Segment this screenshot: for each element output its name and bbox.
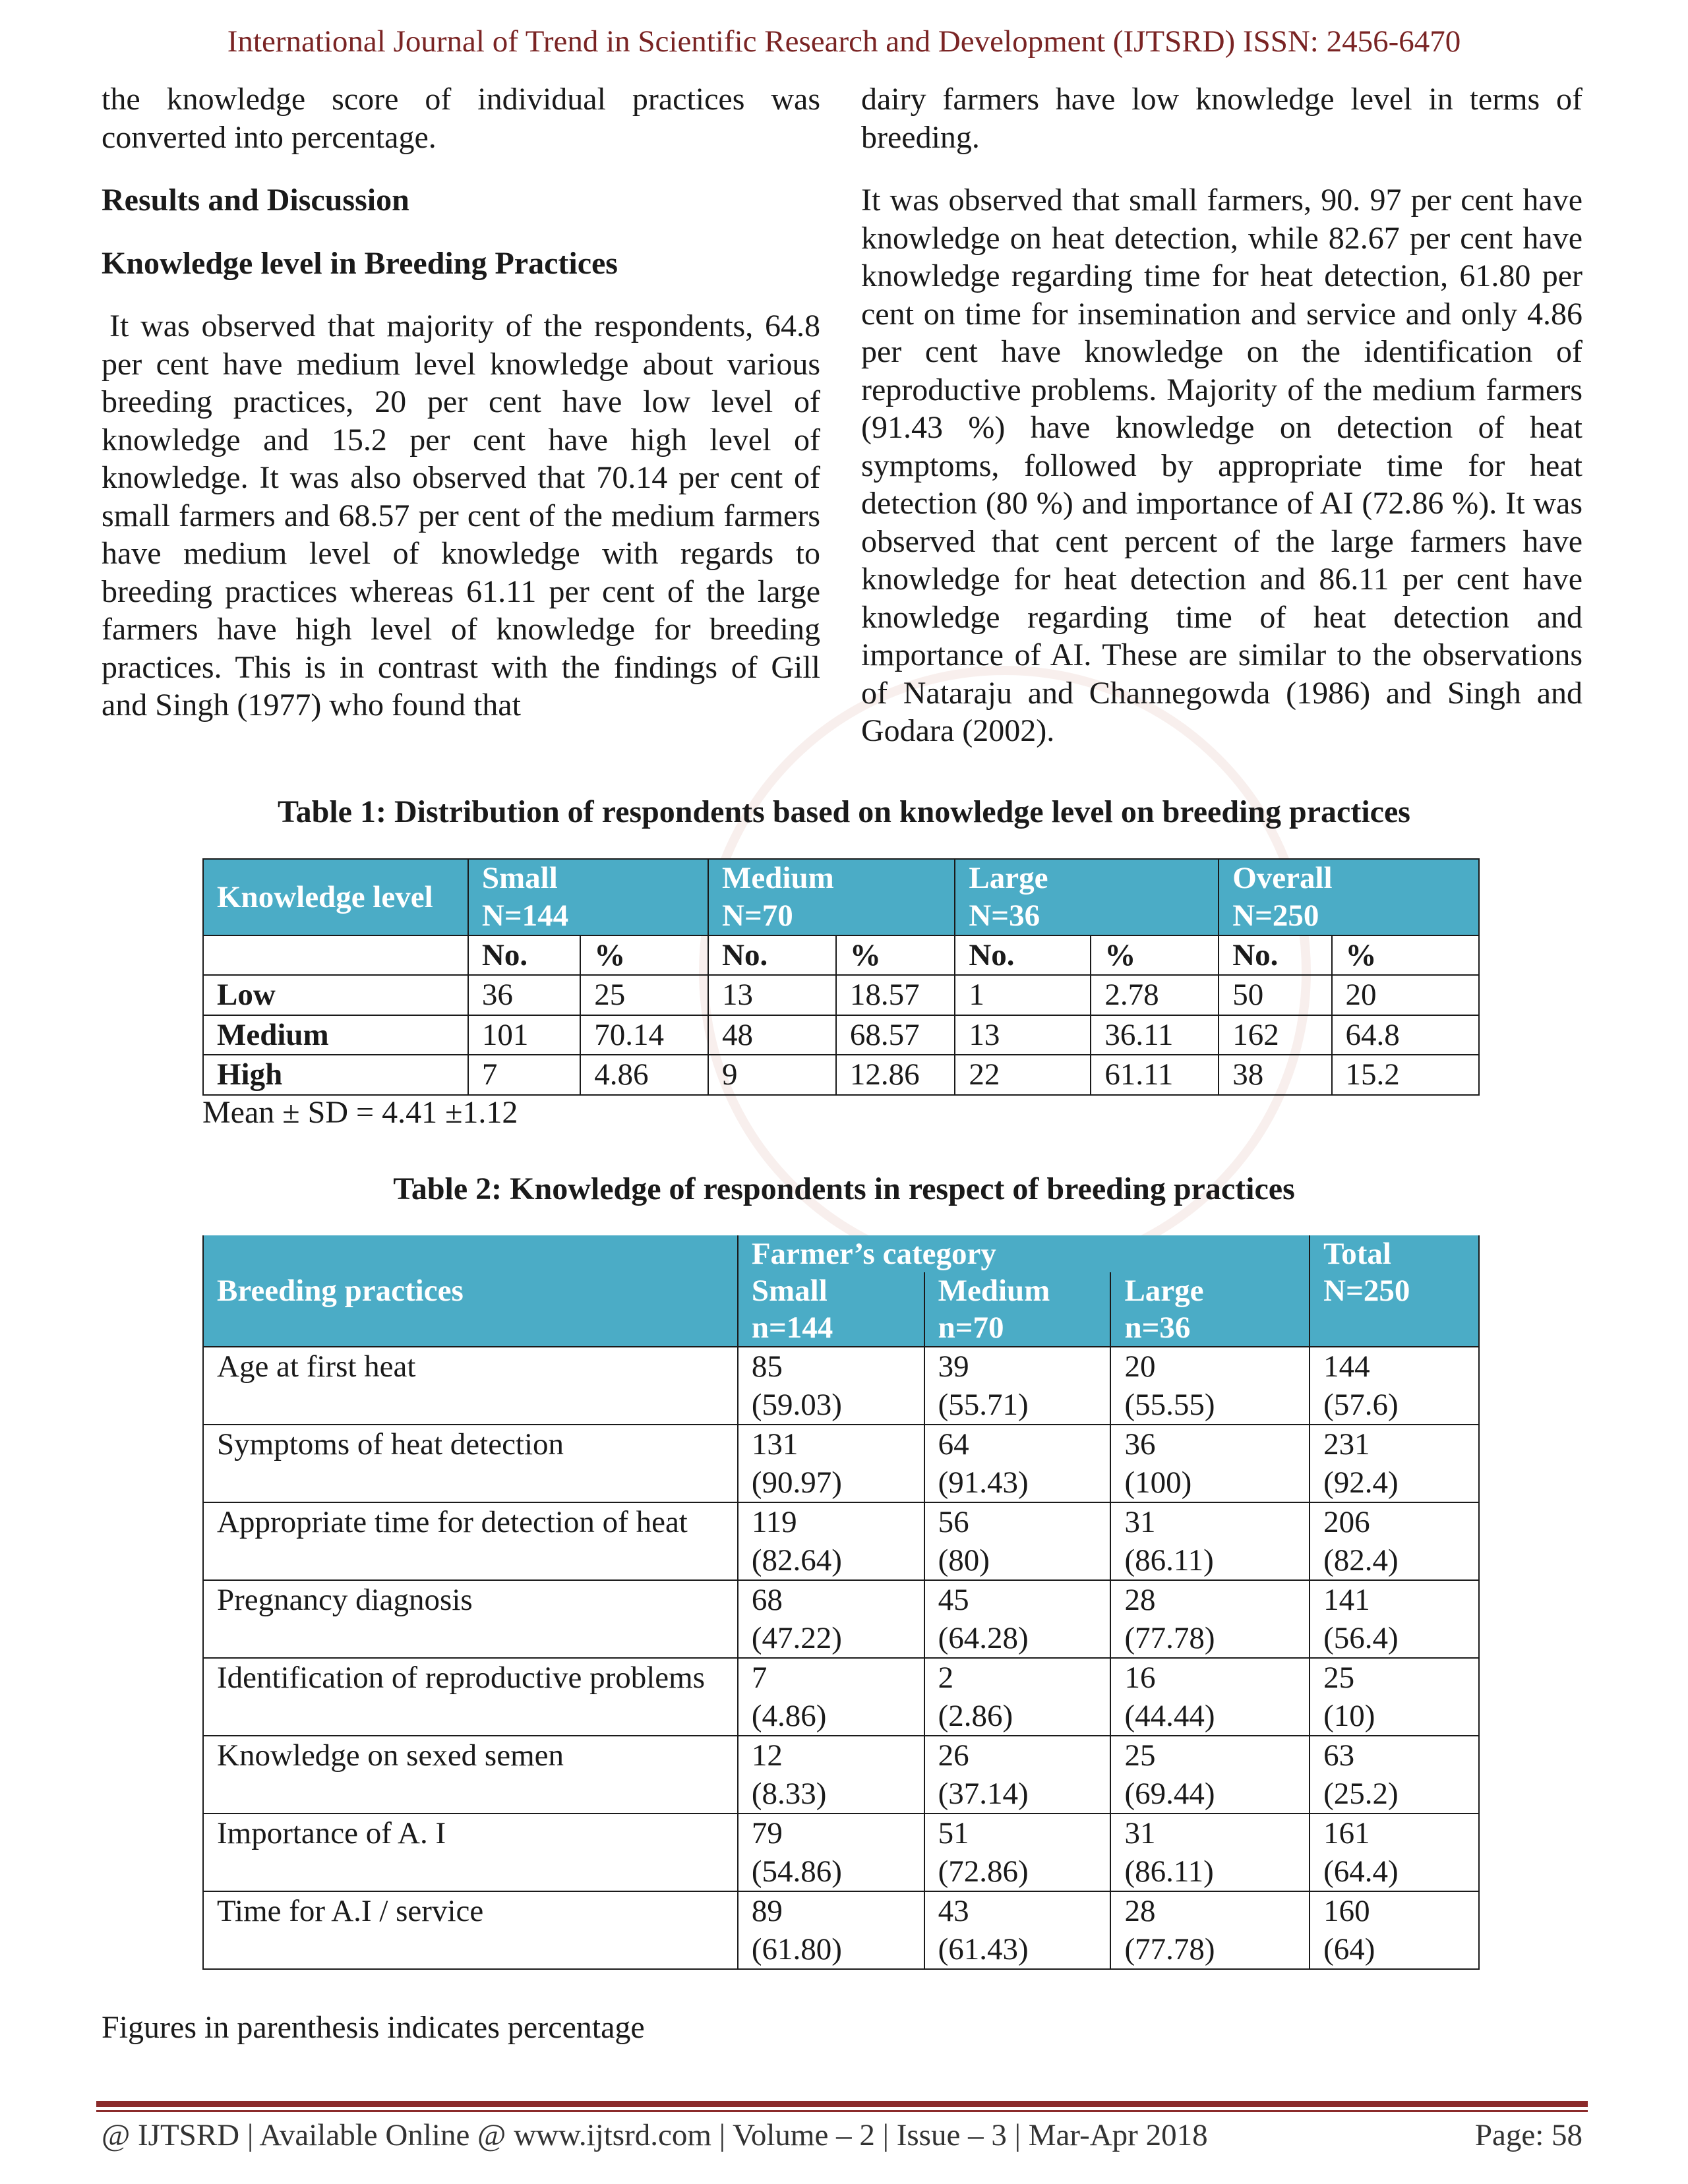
knowledge-level-header: Knowledge level bbox=[203, 859, 468, 935]
cell: 36.11 bbox=[1091, 1015, 1219, 1055]
cell: 38 bbox=[1219, 1055, 1331, 1095]
practice-label: Age at first heat bbox=[203, 1347, 738, 1425]
cell: 141 (56.4) bbox=[1310, 1580, 1479, 1658]
cell: 39 (55.71) bbox=[924, 1347, 1111, 1425]
practice-label: Importance of A. I bbox=[203, 1814, 738, 1891]
farmers-category-header: Farmer’s category bbox=[738, 1235, 1310, 1272]
cell: 36 (100) bbox=[1110, 1425, 1310, 1502]
table1-caption: Table 1: Distribution of respondents based on knowledge level on breeding practices bbox=[278, 794, 1410, 829]
cell: 61.11 bbox=[1091, 1055, 1219, 1095]
page-footer bbox=[102, 2117, 1582, 2153]
cat-header-small: Small n=144 bbox=[738, 1272, 924, 1347]
table-row bbox=[203, 1055, 1479, 1095]
practice-label: Time for A.I / service bbox=[203, 1891, 738, 1969]
table-row bbox=[203, 975, 1479, 1015]
cell: 101 bbox=[468, 1015, 580, 1055]
mean-sd: Mean ± SD = 4.41 ±1.12 bbox=[202, 1095, 518, 1130]
sub-pct: % bbox=[580, 935, 708, 975]
table2 bbox=[202, 1235, 1480, 1970]
cell: 51 (72.86) bbox=[924, 1814, 1111, 1891]
results-heading: Results and Discussion bbox=[102, 183, 409, 218]
cell: 7 bbox=[468, 1055, 580, 1095]
cell: 68 (47.22) bbox=[738, 1580, 924, 1658]
table2-header-row bbox=[203, 1235, 1479, 1272]
sub-no: No. bbox=[955, 935, 1091, 975]
cell: 25 (10) bbox=[1310, 1658, 1479, 1736]
table-row bbox=[203, 1015, 1479, 1055]
cell: 79 (54.86) bbox=[738, 1814, 924, 1891]
table-row bbox=[203, 1891, 1479, 1969]
cell: 162 bbox=[1219, 1015, 1331, 1055]
cell: 48 bbox=[708, 1015, 836, 1055]
group-header-medium: Medium N=70 bbox=[708, 859, 955, 935]
sub-no: No. bbox=[468, 935, 580, 975]
cell: 9 bbox=[708, 1055, 836, 1095]
cell: 22 bbox=[955, 1055, 1091, 1095]
cell: 28 (77.78) bbox=[1110, 1891, 1310, 1969]
table-row bbox=[203, 1502, 1479, 1580]
cell: 64.8 bbox=[1332, 1015, 1479, 1055]
sub-pct: % bbox=[836, 935, 955, 975]
journal-header: International Journal of Trend in Scientific Research and Development (IJTSRD) ISSN: 2456-6470 bbox=[227, 24, 1461, 59]
table-row bbox=[203, 1736, 1479, 1814]
cell: 36 bbox=[468, 975, 580, 1015]
cell: 18.57 bbox=[836, 975, 955, 1015]
practice-label: Knowledge on sexed semen bbox=[203, 1736, 738, 1814]
cell: 31 (86.11) bbox=[1110, 1814, 1310, 1891]
cell: 70.14 bbox=[580, 1015, 708, 1055]
cell: 206 (82.4) bbox=[1310, 1502, 1479, 1580]
sub-no: No. bbox=[708, 935, 836, 975]
cell: 231 (92.4) bbox=[1310, 1425, 1479, 1502]
footer-rule bbox=[96, 2101, 1588, 2107]
cell: 119 (82.64) bbox=[738, 1502, 924, 1580]
total-header: Total N=250 bbox=[1310, 1235, 1479, 1347]
cell: 12 (8.33) bbox=[738, 1736, 924, 1814]
cell: 144 (57.6) bbox=[1310, 1347, 1479, 1425]
cell: 26 (37.14) bbox=[924, 1736, 1111, 1814]
table2-caption: Table 2: Knowledge of respondents in respect of breeding practices bbox=[393, 1171, 1295, 1206]
sub-pct: % bbox=[1332, 935, 1479, 975]
practice-label: Appropriate time for detection of heat bbox=[203, 1502, 738, 1580]
cell: 7 (4.86) bbox=[738, 1658, 924, 1736]
cell: 160 (64) bbox=[1310, 1891, 1479, 1969]
table-row bbox=[203, 1425, 1479, 1502]
cell: 45 (64.28) bbox=[924, 1580, 1111, 1658]
cell: 63 (25.2) bbox=[1310, 1736, 1479, 1814]
left-para-2: It was observed that majority of the respondents, 64.8 per cent have medium level knowledge about various breeding practices, 20 per cent have low level of knowledge and 15.2 per cent have high level of knowledge. It was also observed that 70.14 per cent of small farmers and 68.57 per cent of the medium farmers have medium level of knowledge with regards to breeding practices whereas 61.11 per cent of the large farmers have high level of knowledge for breeding practices. This is in contrast with the findings of Gill and Singh (1977) who found that bbox=[102, 309, 820, 723]
right-para-1: dairy farmers have low knowledge level in terms of breeding. bbox=[861, 82, 1582, 155]
cell: 31 (86.11) bbox=[1110, 1502, 1310, 1580]
table-row bbox=[203, 1658, 1479, 1736]
table2-footnote: Figures in parenthesis indicates percentage bbox=[102, 2010, 645, 2045]
cell: 56 (80) bbox=[924, 1502, 1111, 1580]
footer-rule-thin bbox=[96, 2110, 1588, 2112]
cell: 161 (64.4) bbox=[1310, 1814, 1479, 1891]
table1-subheader-row bbox=[203, 935, 1479, 975]
table-row bbox=[203, 1814, 1479, 1891]
cell: 28 (77.78) bbox=[1110, 1580, 1310, 1658]
table1 bbox=[202, 858, 1480, 1096]
cell: 68.57 bbox=[836, 1015, 955, 1055]
left-para-1: the knowledge score of individual practices was converted into percentage. bbox=[102, 82, 820, 155]
cell: 12.86 bbox=[836, 1055, 955, 1095]
cell: 2.78 bbox=[1091, 975, 1219, 1015]
cell: 20 bbox=[1332, 975, 1479, 1015]
cell: 50 bbox=[1219, 975, 1331, 1015]
row-label: High bbox=[203, 1055, 468, 1095]
table1-header-row bbox=[203, 859, 1479, 935]
cell: 20 (55.55) bbox=[1110, 1347, 1310, 1425]
row-label: Medium bbox=[203, 1015, 468, 1055]
practice-label: Pregnancy diagnosis bbox=[203, 1580, 738, 1658]
cell: 16 (44.44) bbox=[1110, 1658, 1310, 1736]
left-column bbox=[102, 80, 820, 724]
row-label: Low bbox=[203, 975, 468, 1015]
cell: 43 (61.43) bbox=[924, 1891, 1111, 1969]
footer-text: @ IJTSRD | Available Online @ www.ijtsrd.com | Volume – 2 | Issue – 3 | Mar-Apr 2018 bbox=[102, 2118, 1208, 2152]
cell: 131 (90.97) bbox=[738, 1425, 924, 1502]
cell: 13 bbox=[955, 1015, 1091, 1055]
cell: 25 bbox=[580, 975, 708, 1015]
cell: 85 (59.03) bbox=[738, 1347, 924, 1425]
breeding-practices-header: Breeding practices bbox=[203, 1235, 738, 1347]
cat-header-medium: Medium n=70 bbox=[924, 1272, 1111, 1347]
cell: 15.2 bbox=[1332, 1055, 1479, 1095]
cell: 13 bbox=[708, 975, 836, 1015]
cat-header-large: Large n=36 bbox=[1110, 1272, 1310, 1347]
practice-label: Symptoms of heat detection bbox=[203, 1425, 738, 1502]
group-header-large: Large N=36 bbox=[955, 859, 1219, 935]
practice-label: Identification of reproductive problems bbox=[203, 1658, 738, 1736]
cell: 2 (2.86) bbox=[924, 1658, 1111, 1736]
cell: 1 bbox=[955, 975, 1091, 1015]
right-column bbox=[861, 80, 1582, 750]
sub-pct: % bbox=[1091, 935, 1219, 975]
cell: 64 (91.43) bbox=[924, 1425, 1111, 1502]
group-header-overall: Overall N=250 bbox=[1219, 859, 1479, 935]
table-row bbox=[203, 1580, 1479, 1658]
group-header-small: Small N=144 bbox=[468, 859, 708, 935]
cell: 25 (69.44) bbox=[1110, 1736, 1310, 1814]
table-row bbox=[203, 1347, 1479, 1425]
sub-no: No. bbox=[1219, 935, 1331, 975]
page-number: Page: 58 bbox=[1474, 2118, 1582, 2152]
cell: 89 (61.80) bbox=[738, 1891, 924, 1969]
right-para-2: It was observed that small farmers, 90. 97 per cent have knowledge on heat detection, while 82.67 per cent have knowledge regarding time for heat detection, 61.80 per cent on time for insemination and service and only 4.86 per cent have knowledge on the identification of reproductive problems. Majority of the medium farmers (91.43 %) have knowledge on detection of heat symptoms, followed by appropriate time for heat detection (80 %) and importance of AI (72.86 %). It was observed that cent percent of the large farmers have knowledge for heat detection and 86.11 per cent have knowledge regarding time of heat detection and importance of AI. These are similar to the observations of Nataraju and Channegowda (1986) and Singh and Godara (2002). bbox=[861, 183, 1582, 748]
cell: 4.86 bbox=[580, 1055, 708, 1095]
knowledge-heading: Knowledge level in Breeding Practices bbox=[102, 245, 618, 281]
